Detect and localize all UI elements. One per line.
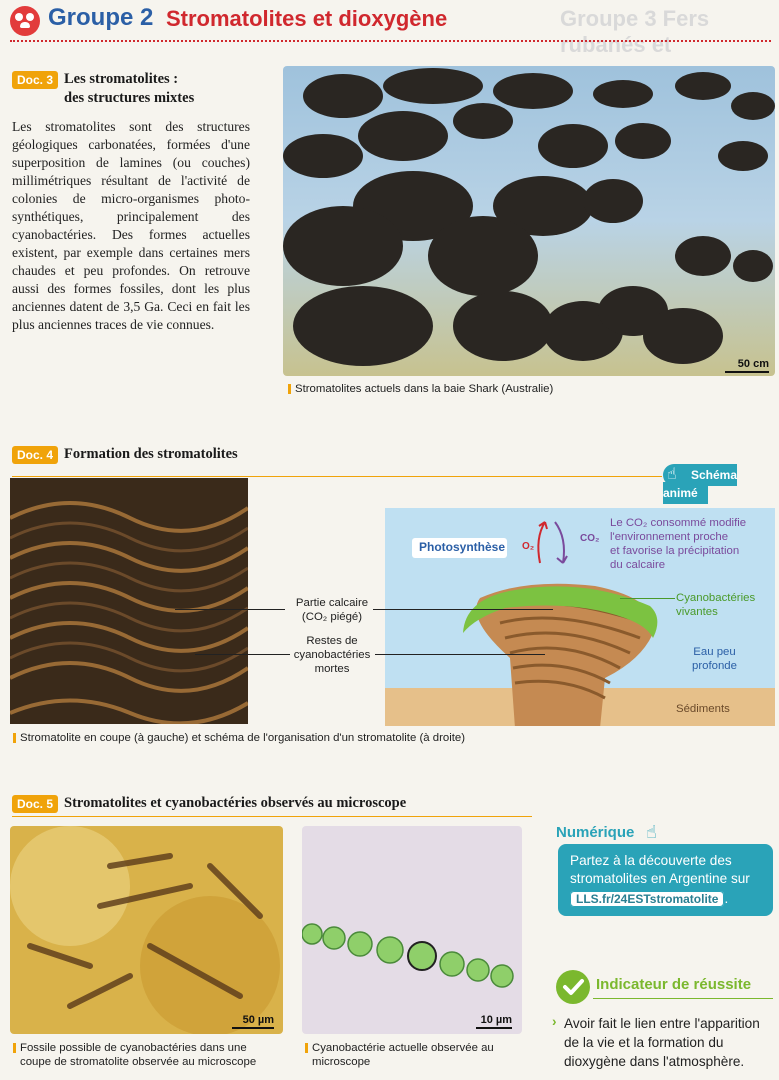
doc4-badge: Doc. 4 — [12, 446, 58, 464]
eau-line: profonde — [692, 660, 737, 672]
stromatolite-section-photo — [10, 478, 248, 724]
numerique-link[interactable]: LLS.fr/24ESTstromatolite — [570, 891, 724, 907]
fossil-microscope-photo — [10, 826, 283, 1034]
scale-50um — [232, 1014, 274, 1029]
doc3-caption: Stromatolites actuels dans la baie Shark (Australie) — [295, 383, 554, 395]
o2-label: O₂ — [522, 541, 535, 552]
calcaire-line: (CO₂ piégé) — [301, 611, 363, 623]
cyano-leader-line — [620, 598, 675, 599]
numerique-box — [558, 844, 773, 916]
co2-label: CO₂ — [580, 533, 600, 544]
doc5-caption-left — [20, 1041, 256, 1069]
caption-right-line: microscope — [312, 1056, 371, 1068]
ghost-header-text: Groupe 3 Fers rubanés et — [560, 6, 710, 57]
caption-right-line: Cyanobactérie actuelle observée au — [312, 1042, 494, 1054]
indicateur-title: Indicateur de réussite — [596, 976, 752, 993]
scale-50um-label: 50 µm — [242, 1014, 274, 1026]
numerique-line: Partez à la découverte des — [570, 853, 732, 868]
co2-note — [610, 516, 746, 572]
page-title: Stromatolites et dioxygène — [166, 6, 448, 31]
caption-left-line: Fossile possible de cyanobactéries dans une — [20, 1042, 247, 1054]
cyano-vivantes-line: vivantes — [676, 606, 718, 618]
doc3-title-line1: Les stromatolites : — [64, 71, 179, 87]
numerique-line: stromatolites en Argentine sur — [570, 871, 750, 886]
co2-note-line: et favorise la précipitation — [610, 545, 740, 557]
restes-line: mortes — [314, 663, 350, 675]
restes-line: Restes de — [306, 635, 358, 647]
checkmark-icon — [556, 970, 590, 1004]
indicateur-underline — [593, 998, 773, 999]
doc3-body-text: Les stromatolites sont des structures géologiques carbonatées, formées d'une superposition de lamines (ou couches) millimétriques résultant de l'activité de colonies de micro-organismes photo-synthétiques, principalement des cyanobactéries. Des formes actuelles existent, par exemple dans certaines mers chaudes et peu profondes. On retrouve aussi des formes fossiles, dont les plus anciennes datent de 3,5 Ga. Ceci en fait les plus anciennes traces de vie connues. — [12, 119, 250, 332]
indicateur-line: dioxygène dans l'atmosphère. — [564, 1054, 745, 1069]
doc4-divider — [12, 476, 662, 477]
calcaire-label — [282, 596, 382, 624]
photosynthese-label: Photosynthèse — [419, 540, 506, 554]
restes-leader-left — [195, 654, 290, 655]
doc5-title: Stromatolites et cyanobactéries observés au microscope — [64, 795, 407, 811]
restes-leader-right — [375, 654, 545, 655]
cyano-vivantes-label — [676, 591, 755, 619]
scale-50cm-label: 50 cm — [737, 358, 769, 370]
cyano-vivantes-line: Cyanobactéries — [676, 592, 756, 604]
shark-bay-photo — [283, 66, 775, 376]
co2-note-line: du calcaire — [610, 559, 666, 571]
eau-line: Eau peu — [693, 646, 736, 658]
indicateur-text — [564, 1014, 760, 1071]
group-label: Groupe 2 — [48, 4, 154, 31]
cyanobacteria-microscope-photo — [302, 826, 522, 1034]
numerique-period: . — [724, 891, 729, 906]
doc4-title: Formation des stromatolites — [64, 446, 238, 462]
scale-50cm — [725, 358, 769, 373]
eau-label — [692, 645, 737, 673]
group-icon — [10, 6, 40, 36]
schema-anime-label: Schéma animé — [663, 464, 737, 504]
scale-10um — [476, 1014, 512, 1029]
co2-note-line: Le CO₂ consommé modifie — [610, 517, 747, 529]
doc5-divider — [12, 816, 532, 817]
co2-note-line: l'environnement proche — [610, 531, 729, 543]
indicateur-line: de la vie et la formation du — [564, 1035, 724, 1050]
doc3-title-line2: des structures mixtes — [64, 90, 195, 106]
sediments-label: Sédiments — [676, 703, 730, 715]
doc5-badge: Doc. 5 — [12, 795, 58, 813]
schema-anime-button[interactable] — [663, 466, 779, 502]
scale-10um-label: 10 µm — [480, 1014, 512, 1026]
doc3-badge: Doc. 3 — [12, 71, 58, 89]
numerique-title: Numérique — [556, 824, 635, 841]
doc5-caption-right — [312, 1041, 494, 1069]
tap-icon: ☝ — [667, 466, 677, 483]
tap-icon: ☝ — [646, 822, 657, 842]
indicateur-line: Avoir fait le lien entre l'apparition — [564, 1016, 760, 1031]
calcaire-line: Partie calcaire — [295, 597, 369, 609]
header-divider — [10, 40, 771, 42]
caption-left-line: coupe de stromatolite observée au microscope — [20, 1056, 257, 1068]
chevron-right-icon: › — [552, 1014, 557, 1029]
doc4-caption: Stromatolite en coupe (à gauche) et schéma de l'organisation d'un stromatolite (à droite) — [20, 732, 466, 744]
calcaire-leader-right — [373, 609, 553, 610]
calcaire-leader-left — [175, 609, 285, 610]
restes-label — [282, 634, 382, 676]
restes-line: cyanobactéries — [293, 649, 371, 661]
